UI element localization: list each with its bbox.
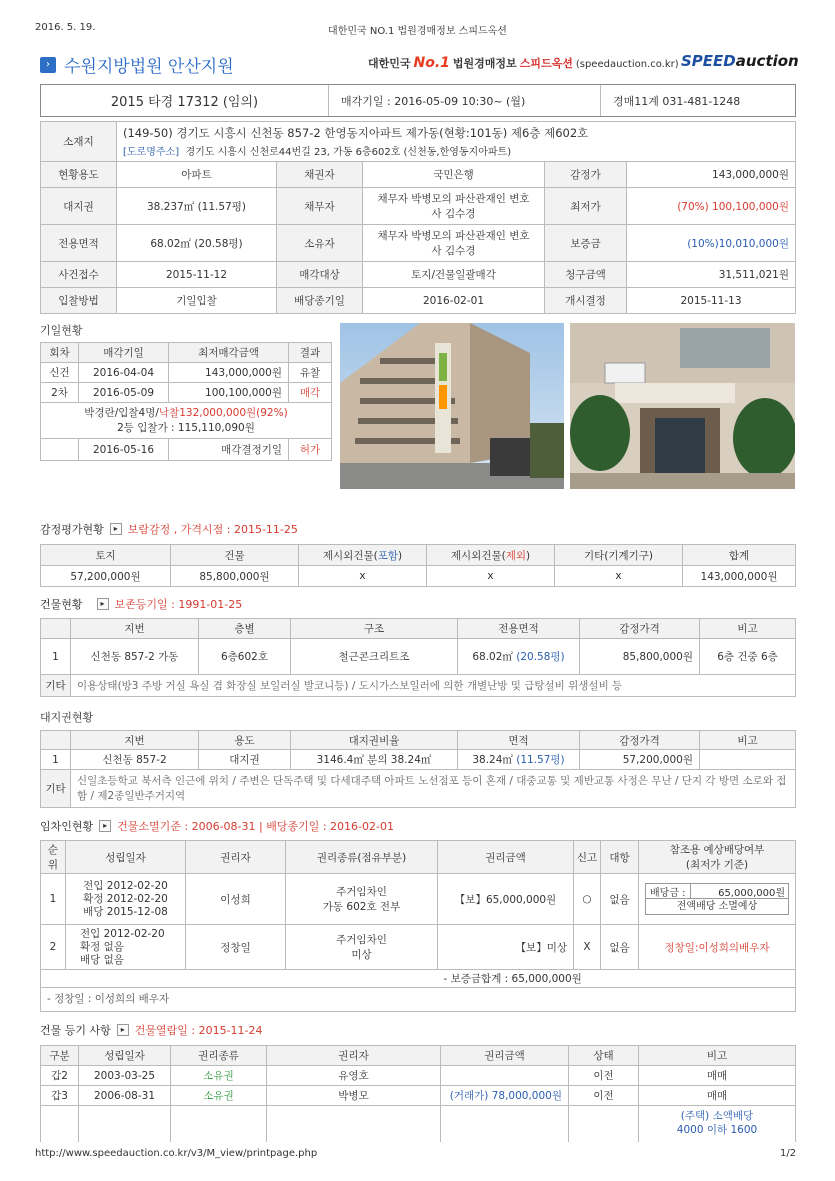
amount: [441, 1106, 569, 1143]
decision-label: 매각결정기일: [169, 439, 289, 461]
building-table: [40, 618, 796, 697]
brand-url: (speedauction.co.kr): [575, 59, 679, 70]
col-use: 용도: [199, 731, 291, 750]
other-value: x: [555, 566, 683, 587]
dividend: [639, 874, 796, 925]
label-deposit: 보증금: [545, 225, 627, 262]
registry-sub: 건물열람일 : 2015-11-24: [134, 1024, 263, 1037]
arrow-icon: ›: [40, 57, 56, 73]
status: 이전: [569, 1066, 639, 1086]
building-value: 85,800,000원: [171, 566, 299, 587]
type: 갑2: [41, 1066, 79, 1086]
speed-auction-logo: [681, 52, 799, 70]
rank: 2: [41, 925, 66, 970]
summary-row: [41, 225, 796, 262]
label-claim: 청구금액: [545, 262, 627, 288]
col-holder: 권리자: [186, 841, 286, 874]
appraisal-title: 감정평가현황: [40, 523, 104, 536]
table-row: [41, 770, 796, 808]
value-land-right: 38.237㎡ (11.57평): [117, 188, 277, 225]
area: [458, 750, 580, 770]
value-area: 68.02㎡ (20.58평): [117, 225, 277, 262]
appraisal-header: [40, 521, 298, 537]
round: 2차: [41, 383, 79, 403]
kind-part: 미상: [351, 949, 372, 961]
value-creditor: 국민은행: [363, 162, 545, 188]
brand-no1: No.1: [413, 55, 450, 71]
tenants-note: - 정창일 : 이성희의 배우자: [40, 988, 796, 1012]
min-price: 143,000,000원: [169, 363, 289, 383]
decision-result: 허가: [289, 439, 332, 461]
report: X: [574, 925, 601, 970]
col-price: 감정가격: [580, 731, 700, 750]
col-other: 기타(기계기구): [555, 545, 683, 566]
col-oppose: 대항: [601, 841, 639, 874]
oppose: 없음: [601, 925, 639, 970]
table-row: [41, 925, 796, 970]
dividend-note: 전액배당 소멸예상: [645, 899, 789, 915]
col-area: 전용면적: [458, 619, 580, 639]
excluded-tag: 제외: [505, 549, 526, 562]
bid-history-table: [40, 342, 332, 461]
type: [41, 1106, 79, 1143]
tenants-header: [40, 818, 394, 834]
dividend-label: 배당금 :: [650, 887, 686, 899]
note: 매매: [639, 1066, 796, 1086]
land-table: [40, 730, 796, 808]
value-claim: 31,511,021원: [627, 262, 796, 288]
value-start-decision: 2015-11-13: [627, 288, 796, 314]
holder: 이성희: [186, 874, 286, 925]
tenants-sub: 건물소멸기준 : 2006-08-31 | 배당종기일 : 2016-02-01: [117, 820, 394, 833]
department: 경매11계 031-481-1248: [613, 94, 741, 108]
date-confirm: 확정 없음: [80, 940, 124, 953]
etc-text: 이용상태(방3 주방 거실 욕실 겸 화장실 보일러실 발코니등) / 도시가스보일러에 의한 개별난방 및 급탕설비 위생설비 등: [71, 675, 796, 697]
col-lot: 지번: [71, 619, 199, 639]
status: 이전: [569, 1086, 639, 1106]
included-tag: 포함: [377, 549, 398, 562]
label-bid-method: 입찰방법: [41, 288, 117, 314]
court-header: [40, 52, 234, 77]
decision-date: 2016-05-16: [79, 439, 169, 461]
col-lot: 지번: [71, 731, 199, 750]
value-owner: 채무자 박병모의 파산관재인 변호사 김수경: [363, 225, 545, 262]
amount: (거래가) 78,000,000원: [441, 1086, 569, 1106]
row-number: 1: [41, 750, 71, 770]
value-debtor: 채무자 박병모의 파산관재인 변호사 김수경: [363, 188, 545, 225]
col-total: 합계: [683, 545, 796, 566]
col-note: 비고: [700, 619, 796, 639]
table-row: [41, 1066, 796, 1086]
etc-label: 기타: [41, 770, 71, 808]
amount: 【보】미상: [438, 925, 574, 970]
round: 신건: [41, 363, 79, 383]
value-target: 토지/건물일괄매각: [363, 262, 545, 288]
building-exterior-photo[interactable]: [340, 323, 564, 489]
type: 갑3: [41, 1086, 79, 1106]
total-value: 143,000,000원: [683, 566, 796, 587]
case-header: [40, 84, 796, 117]
extra-included-value: x: [299, 566, 427, 587]
col-right-kind: 권리종류: [171, 1046, 267, 1066]
col-amount: 권리금액: [441, 1046, 569, 1066]
lot: 신천동 857-2 가동: [71, 639, 199, 675]
col-ratio: 대지권비율: [291, 731, 458, 750]
building-entrance-image: [570, 323, 795, 489]
court-name: 수원지방법원 안산지원: [64, 57, 234, 77]
building-header: [40, 596, 242, 612]
col-amount: 권리금액: [438, 841, 574, 874]
summary-row: [41, 162, 796, 188]
col-date: 매각기일: [79, 343, 169, 363]
print-date: 2016. 5. 19.: [35, 22, 96, 33]
registry-table: [40, 1045, 796, 1142]
min-price: 100,100,000원: [169, 383, 289, 403]
label-debtor: 채무자: [277, 188, 363, 225]
kind-type: 주거임차인: [336, 886, 387, 898]
col-building: 건물: [171, 545, 299, 566]
col-round: 회차: [41, 343, 79, 363]
table-row: [41, 363, 332, 383]
date: 2006-08-31: [79, 1086, 171, 1106]
address: (149-50) 경기도 시흥시 신천동 857-2 한영동지아파트 제가동(현황:101동) 제6층 제602호: [123, 126, 589, 140]
appraisal-table: [40, 544, 796, 587]
value-appraisal: 143,000,000원: [627, 162, 796, 188]
date: [79, 1106, 171, 1143]
right-kind: 소유권: [171, 1086, 267, 1106]
table-row: [41, 1106, 796, 1143]
status: [569, 1106, 639, 1143]
area-sqm: 38.24㎡: [472, 754, 513, 766]
page-number: 1/2: [780, 1148, 797, 1159]
price: 57,200,000원: [580, 750, 700, 770]
kind-part: 가동 602호 전부: [322, 901, 401, 913]
rank: 1: [41, 874, 66, 925]
building-entrance-photo[interactable]: [570, 323, 795, 489]
label-dividend-deadline: 배당종기일: [277, 288, 363, 314]
case-number: 2015 타경 17312 (임의): [41, 85, 329, 116]
registry-title: 건물 등기 사항: [40, 1024, 111, 1037]
floor: 6층602호: [199, 639, 291, 675]
date: 2003-03-25: [79, 1066, 171, 1086]
date: 2016-05-09: [79, 383, 169, 403]
col-extra-excluded: [427, 545, 555, 566]
label-target: 매각대상: [277, 262, 363, 288]
etc-label: 기타: [41, 675, 71, 697]
ratio: 3146.4㎡ 분의 38.24㎡: [291, 750, 458, 770]
winning-bid: 낙찰132,000,000원(92%): [158, 406, 288, 419]
brand-banner: [368, 55, 679, 71]
dates: [66, 925, 186, 970]
footer-url[interactable]: http://www.speedauction.co.kr/v3/M_view/printpage.php: [35, 1148, 318, 1159]
col-area: 면적: [458, 731, 580, 750]
area-pyeong: (20.58평): [516, 651, 565, 663]
appraisal-sub: 보람감정 , 가격시점 : 2015-11-25: [127, 523, 298, 536]
building-title: 건물현황: [40, 598, 83, 611]
structure: 철근콘크리트조: [291, 639, 458, 675]
paren-close: ): [398, 549, 403, 562]
col-status: 상태: [569, 1046, 639, 1066]
date-dividend: 배당 없음: [80, 953, 124, 966]
col-result: 결과: [289, 343, 332, 363]
value-bid-method: 기일입찰: [117, 288, 277, 314]
table-row: [41, 1086, 796, 1106]
col-structure: 구조: [291, 619, 458, 639]
date-dividend: 배당 2015-12-08: [83, 905, 168, 918]
label-min-price: 최저가: [545, 188, 627, 225]
value-use: 아파트: [117, 162, 277, 188]
label-filed: 사건접수: [41, 262, 117, 288]
tenants-table: [40, 840, 796, 1012]
paren-close: ): [526, 549, 531, 562]
col-report: 신고: [574, 841, 601, 874]
col-holder: 권리자: [267, 1046, 441, 1066]
holder: 유영호: [267, 1066, 441, 1086]
date-move-in: 전입 2012-02-20: [80, 927, 165, 940]
summary-section: [40, 121, 796, 314]
building-sub: 보존등기일 : 1991-01-25: [114, 598, 243, 611]
building-exterior-image: [340, 323, 564, 489]
result: 매각: [289, 383, 332, 403]
etc-text: 신일초등학교 북서측 인근에 위치 / 주변은 단독주택 및 다세대주택 아파트 노선점포 등이 혼재 / 대중교통 및 제반교통 사정은 무난 / 단지 각 방면 소로와 접함 / 제2종일반주거지역: [71, 770, 796, 808]
col-land: 토지: [41, 545, 171, 566]
right-kind: 소유권: [171, 1066, 267, 1086]
lot: 신천동 857-2: [71, 750, 199, 770]
holder: 박병모: [267, 1086, 441, 1106]
report: ○: [574, 874, 601, 925]
holder: 정창일: [186, 925, 286, 970]
right-kind: [171, 1106, 267, 1143]
logo-auction: auction: [735, 52, 799, 70]
label-area: 전용면적: [41, 225, 117, 262]
brand-name: 스피드옥션: [519, 57, 573, 70]
col-extra-excluded-text: 제시외건물(: [450, 549, 506, 562]
dividend-amount: 65,000,000원: [690, 884, 788, 899]
kind: [286, 874, 438, 925]
label-start-decision: 개시결정: [545, 288, 627, 314]
table-row: [41, 383, 332, 403]
col-extra-included-text: 제시외건물(: [322, 549, 378, 562]
brand-middle: 법원경매정보: [452, 57, 517, 70]
amount: [441, 1066, 569, 1086]
label-use: 현황용도: [41, 162, 117, 188]
note: (주택) 소액배당 4000 이하 1600: [639, 1106, 796, 1143]
bid-history-title: 기일현황: [40, 324, 83, 337]
print-title: 대한민국 NO.1 법원경매정보 스피드옥션: [328, 26, 507, 37]
registry-header: [40, 1022, 263, 1038]
dividend-note: 정창일:이성희의배우자: [639, 925, 796, 970]
area-pyeong: (11.57평): [516, 754, 565, 766]
winner-info: [41, 403, 332, 439]
label-creditor: 채권자: [277, 162, 363, 188]
date-move-in: 전입 2012-02-20: [83, 879, 168, 892]
label-owner: 소유자: [277, 225, 363, 262]
oppose: 없음: [601, 874, 639, 925]
col-note: 비고: [700, 731, 796, 750]
col-extra-included: [299, 545, 427, 566]
table-row: [41, 675, 796, 697]
summary-row: [41, 188, 796, 225]
col-note: 비고: [639, 1046, 796, 1066]
winner-name: 박경란/입찰4명/: [84, 406, 159, 419]
col-dividend: 참조용 예상배당여부 (최저가 기준): [639, 841, 796, 874]
land-title: 대지권현황: [40, 711, 94, 724]
dates: [66, 874, 186, 925]
table-row: [41, 439, 332, 461]
arrow-icon[interactable]: ▸: [117, 1024, 129, 1036]
kind: [286, 925, 438, 970]
road-address: 경기도 시흥시 신천로44번길 23, 가동 6층602호 (신천동,한영동지아파트): [185, 147, 512, 158]
summary-row: [41, 262, 796, 288]
date-confirm: 확정 2012-02-20: [83, 892, 168, 905]
address-cell: [117, 122, 796, 162]
holder: [267, 1106, 441, 1143]
amount: 【보】65,000,000원: [438, 874, 574, 925]
value-dividend-deadline: 2016-02-01: [363, 288, 545, 314]
summary-row: [41, 288, 796, 314]
logo-speed: SPEED: [681, 52, 736, 70]
result: 유찰: [289, 363, 332, 383]
col-date: 성립일자: [79, 1046, 171, 1066]
col-dates: 성립일자: [66, 841, 186, 874]
col-price: 감정가격: [580, 619, 700, 639]
area: [458, 639, 580, 675]
col-min-price: 최저매각금액: [169, 343, 289, 363]
arrow-icon[interactable]: ▸: [110, 523, 122, 535]
address-label: 소재지: [41, 122, 117, 162]
sale-date: 매각기일 : 2016-05-09 10:30~ (월): [329, 85, 601, 116]
second-bid: 2등 입찰가 : 115,110,090원: [117, 421, 255, 434]
date: 2016-04-04: [79, 363, 169, 383]
road-address-link[interactable]: [도로명주소]: [123, 147, 180, 158]
tenants-title: 임차인현황: [40, 820, 94, 833]
brand-prefix: 대한민국: [368, 57, 411, 70]
label-land-right: 대지권: [41, 188, 117, 225]
kind-type: 주거임차인: [336, 934, 387, 946]
note: 6층 건중 6층: [700, 639, 796, 675]
deposit-total: - 보증금합계 : 65,000,000원: [438, 970, 796, 988]
table-row: [41, 566, 796, 587]
note: 매매: [639, 1086, 796, 1106]
value-min-price: (70%) 100,100,000원: [627, 188, 796, 225]
row-number: 1: [41, 639, 71, 675]
value-filed: 2015-11-12: [117, 262, 277, 288]
col-type: 구분: [41, 1046, 79, 1066]
table-row: [41, 750, 796, 770]
col-floor: 층별: [199, 619, 291, 639]
col-kind: 권리종류(점유부분): [286, 841, 438, 874]
arrow-icon[interactable]: ▸: [99, 820, 111, 832]
price: 85,800,000원: [580, 639, 700, 675]
arrow-icon[interactable]: ▸: [97, 598, 109, 610]
extra-excluded-value: x: [427, 566, 555, 587]
table-row: [41, 874, 796, 925]
area-sqm: 68.02㎡: [472, 651, 513, 663]
col-rank: 순위: [41, 841, 66, 874]
value-deposit: (10%)10,010,000원: [627, 225, 796, 262]
table-row: [41, 639, 796, 675]
label-appraisal: 감정가: [545, 162, 627, 188]
land-value: 57,200,000원: [41, 566, 171, 587]
use: 대지권: [199, 750, 291, 770]
